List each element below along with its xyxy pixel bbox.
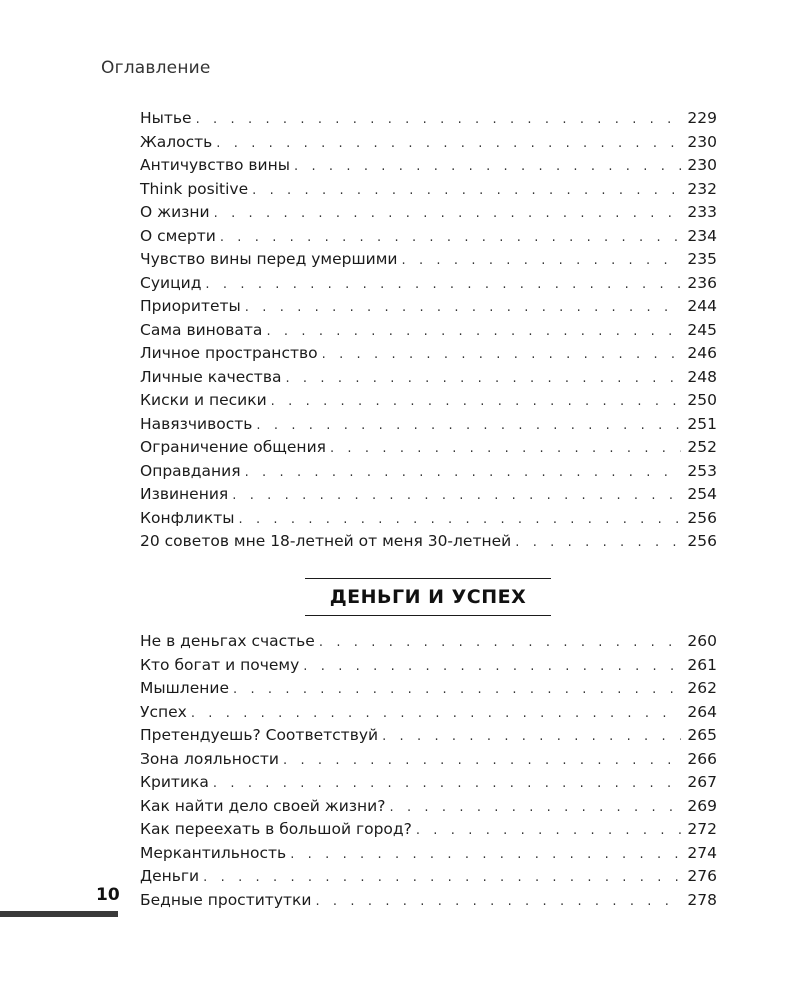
toc-entry-page: 235 [687,250,717,268]
toc-entry-title: Ограничение общения [140,438,326,456]
dot-leader [245,296,682,320]
toc-entry-title: Нытье [140,109,192,127]
toc-entry-page: 269 [687,796,717,815]
toc-entry-page: 264 [687,702,717,721]
toc-entry-page: 272 [687,820,717,838]
toc-entry-title: Сама виновата [140,320,263,339]
toc-entry-title: О жизни [140,203,210,221]
toc-entry-title: Не в деньгах счастье [140,632,315,650]
toc-entry[interactable] [140,654,717,678]
toc-entry-title: Суицид [140,273,202,292]
toc-entry-title: Навязчивость [140,414,253,433]
dot-leader [382,725,681,749]
dot-leader [266,320,681,344]
dot-leader [203,866,681,890]
section-heading[interactable]: ДЕНЬГИ И УСПЕХ [305,578,551,616]
dot-leader [220,226,682,250]
toc-entry-title: Оправдания [140,461,241,480]
dot-leader [205,273,681,297]
toc-entry-title: Критика [140,773,209,791]
toc-entry-page: 256 [687,508,717,527]
toc-entry[interactable] [140,818,717,842]
toc-entry-page: 246 [687,344,717,362]
toc-entry[interactable] [140,630,717,654]
toc-entry[interactable] [140,107,717,131]
toc-entry[interactable] [140,865,717,889]
dot-leader [232,484,681,508]
toc-entry-title: Жалость [140,132,213,151]
toc-entry[interactable] [140,413,717,437]
dot-leader [515,531,681,555]
dot-leader [271,390,682,414]
dot-leader [213,772,682,796]
toc-entry-page: 232 [687,179,717,198]
toc-entry[interactable] [140,748,717,772]
dot-leader [290,843,681,867]
toc-entry[interactable] [140,366,717,390]
toc-entry-title: Мышление [140,679,229,697]
toc-entry-page: 253 [687,461,717,480]
dot-leader [285,367,681,391]
dot-leader [216,132,681,156]
dot-leader [322,343,682,367]
dot-leader [238,508,681,532]
toc-entry-page: 234 [687,226,717,245]
toc-entry[interactable] [140,889,717,913]
toc-entry-page: 274 [687,843,717,862]
toc-entry-page: 244 [687,297,717,315]
toc-entry[interactable] [140,178,717,202]
toc-entry-page: 233 [687,203,717,221]
toc-entry-page: 248 [687,367,717,386]
toc-entry-title: Think positive [140,179,249,198]
toc-entry-page: 250 [687,391,717,409]
dot-leader [315,890,681,914]
toc-entry-page: 230 [687,132,717,151]
toc-entry-title: Кто богат и почему [140,655,300,674]
dot-leader [233,678,681,702]
toc-entry-title: Приоритеты [140,297,241,315]
toc-entry[interactable] [140,483,717,507]
toc-entry-page: 230 [687,156,717,174]
page-number: 10 [96,885,120,905]
toc-entry-page: 265 [687,726,717,744]
toc-entry-title: Личное пространство [140,344,318,362]
toc-entry-title: Как найти дело своей жизни? [140,796,386,815]
dot-leader [294,155,681,179]
footer-bar [0,911,118,917]
toc-entry[interactable] [140,154,717,178]
toc-entry-title: Бедные проститутки [140,890,312,909]
toc-entry[interactable] [140,460,717,484]
toc-entry-title: Зона лояльности [140,749,279,768]
toc-entry[interactable] [140,319,717,343]
toc-entry[interactable] [140,530,717,554]
toc-entry-title: Извинения [140,485,229,503]
dot-leader [319,631,682,655]
dot-leader [191,702,682,726]
toc-entry-page: 278 [687,890,717,909]
dot-leader [245,461,682,485]
dot-leader [256,414,681,438]
toc-entry-title: Киски и песики [140,391,267,409]
toc-entry-page: 262 [687,679,717,697]
toc-entry-title: Деньги [140,867,200,885]
toc-entry[interactable] [140,201,717,225]
toc-entry[interactable] [140,295,717,319]
toc-entry-title: Меркантильность [140,843,287,862]
toc-entry-title: Успех [140,702,187,721]
toc-entry-page: 236 [687,273,717,292]
toc-entry-page: 251 [687,414,717,433]
dot-leader [252,179,681,203]
toc-entry-page: 256 [687,532,717,550]
dot-leader [330,437,681,461]
toc-entry-title: Личные качества [140,367,282,386]
toc-entry[interactable] [140,677,717,701]
toc-entry[interactable] [140,225,717,249]
toc-entry[interactable] [140,771,717,795]
toc-entry-title: Как переехать в большой город? [140,820,412,838]
toc-entry-page: 252 [687,438,717,456]
dot-leader [196,108,682,132]
toc-entry-page: 267 [687,773,717,791]
toc-entry[interactable] [140,507,717,531]
toc-entry-page: 260 [687,632,717,650]
toc-entry-title: Античувство вины [140,156,290,174]
toc-entry[interactable] [140,842,717,866]
dot-leader [283,749,681,773]
toc-entry[interactable] [140,701,717,725]
toc-entry-page: 266 [687,749,717,768]
dot-leader [402,249,682,273]
dot-leader [303,655,681,679]
dot-leader [214,202,682,226]
toc-list-part2 [140,630,717,912]
toc-entry[interactable] [140,342,717,366]
toc-entry-title: О смерти [140,226,216,245]
running-header-title: Оглавление [101,58,211,78]
toc-entry-page: 229 [687,109,717,127]
toc-entry-page: 254 [687,485,717,503]
toc-list-part1 [140,107,717,554]
dot-leader [416,819,682,843]
toc-entry[interactable] [140,724,717,748]
toc-entry[interactable] [140,795,717,819]
toc-entry-title: Конфликты [140,508,235,527]
toc-entry-page: 276 [687,867,717,885]
dot-leader [390,796,682,820]
toc-entry-title: Чувство вины перед умершими [140,250,398,268]
toc-entry-title: 20 советов мне 18-летней от меня 30-летней [140,532,512,550]
toc-entry-page: 245 [687,320,717,339]
toc-entry[interactable] [140,436,717,460]
toc-entry[interactable] [140,131,717,155]
toc-entry-page: 261 [687,655,717,674]
toc-entry-title: Претендуешь? Соответствуй [140,726,379,744]
toc-entry[interactable] [140,272,717,296]
toc-entry[interactable] [140,248,717,272]
toc-entry[interactable] [140,389,717,413]
